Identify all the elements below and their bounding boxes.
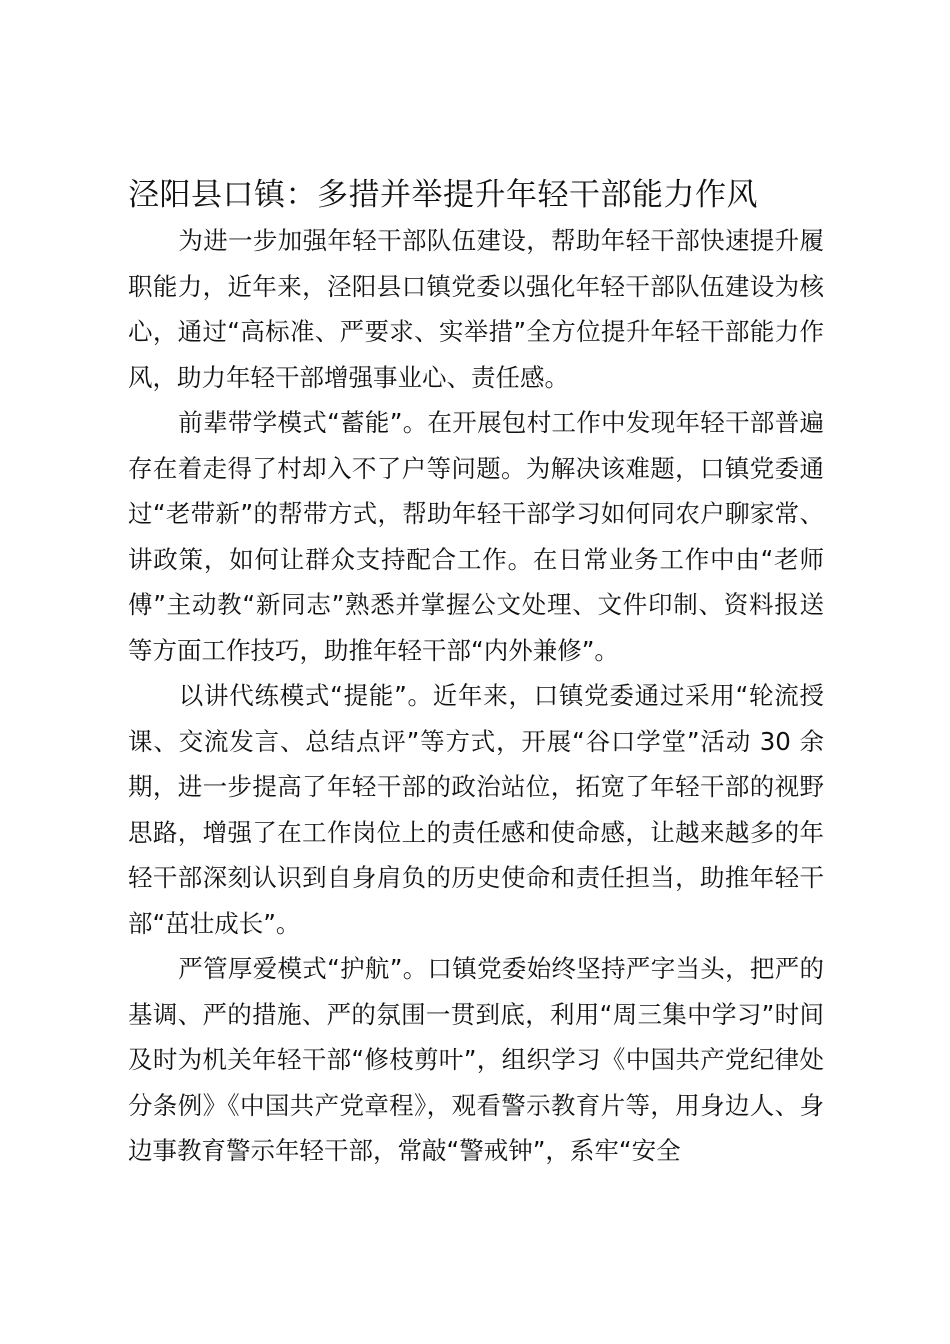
paragraph-text: 为进一步加强年轻干部队伍建设，帮助年轻干部快速提升履职能力，近年来，泾阳县口镇党委以强化年轻干部队伍建设为核心，通过“高标准、严要求、实举措”全方位提升年轻干部能力作风，助力年轻干部增强事业心、责任感。 xyxy=(128,226,824,392)
paragraph-text: 以讲代练模式“提能”。近年来，口镇党委通过采用“轮流授课、交流发言、总结点评”等方式，开展“谷口学堂”活动 30 余期，进一步提高了年轻干部的政治站位，拓宽了年轻干部的视野思路，增强了在工作岗位上的责任感和使命感，让越来越多的年轻干部深刻认识到自身肩负的历史使命和责任担当，助推年轻干部“茁壮成长”。 xyxy=(128,681,824,938)
paragraph-text: 前辈带学模式“蓄能”。在开展包村工作中发现年轻干部普遍存在着走得了村却入不了户等问题。为解决该难题，口镇党委通过“老带新”的帮带方式，帮助年轻干部学习如何同农户聊家常、讲政策，如何让群众支持配合工作。在日常业务工作中由“老师傅”主动教“新同志”熟悉并掌握公文处理、文件印制、资料报送等方面工作技巧，助推年轻干部“内外兼修”。 xyxy=(128,408,824,665)
paragraph-text: 严管厚爱模式“护航”。口镇党委始终坚持严字当头，把严的基调、严的措施、严的氛围一贯到底，利用“周三集中学习”时间及时为机关年轻干部“修枝剪叶”，组织学习《中国共产党纪律处分条例》《中国共产党章程》，观看警示教育片等，用身边人、身边事教育警示年轻干部，常敲“警戒钟”，系牢“安全 xyxy=(128,954,824,1165)
paragraph-intro xyxy=(128,218,824,400)
document-page xyxy=(128,172,824,1174)
document-title: 泾阳县口镇：多措并举提升年轻干部能力作风 xyxy=(128,177,758,213)
paragraph-lecture-training xyxy=(128,673,824,946)
paragraph-mentoring xyxy=(128,400,824,673)
paragraph-strict-management xyxy=(128,946,824,1174)
